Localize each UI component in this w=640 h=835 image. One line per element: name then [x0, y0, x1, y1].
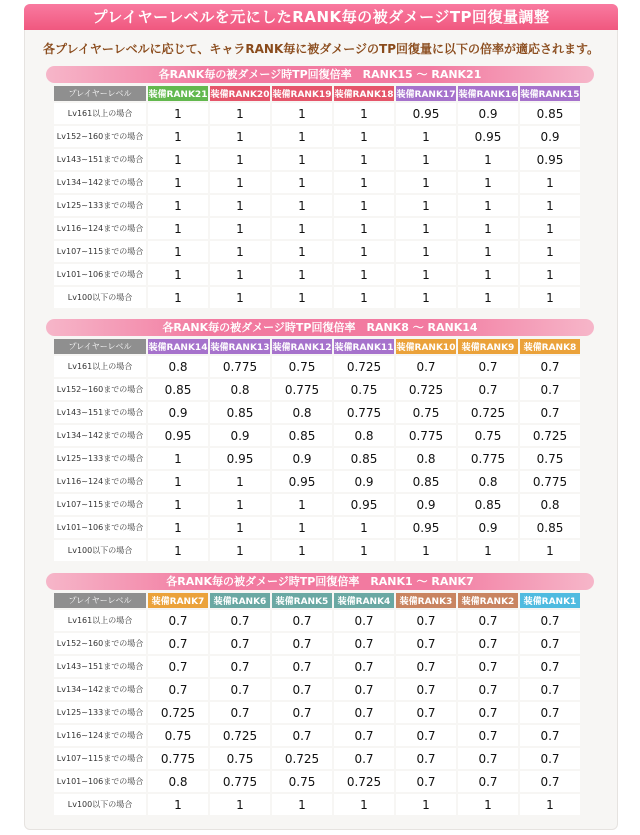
rank-column-header: 装備RANK17 [396, 86, 456, 101]
multiplier-cell: 0.7 [272, 679, 332, 700]
table-body [54, 610, 580, 815]
multiplier-cell: 1 [334, 172, 394, 193]
multiplier-cell: 1 [334, 103, 394, 124]
multiplier-cell: 0.7 [210, 656, 270, 677]
multiplier-cell: 0.9 [458, 517, 518, 538]
level-range-label: Lv100以下の場合 [54, 287, 146, 308]
multiplier-cell: 1 [148, 149, 208, 170]
multiplier-cell: 0.95 [396, 517, 456, 538]
multiplier-cell: 1 [396, 195, 456, 216]
level-range-label: Lv152~160までの場合 [54, 126, 146, 147]
multiplier-cell: 1 [396, 264, 456, 285]
multiplier-cell: 0.75 [334, 379, 394, 400]
level-range-label: Lv134~142までの場合 [54, 425, 146, 446]
multiplier-cell: 0.7 [458, 610, 518, 631]
rank-column-header: 装備RANK19 [272, 86, 332, 101]
multiplier-cell: 0.7 [396, 633, 456, 654]
multiplier-cell: 1 [458, 218, 518, 239]
multiplier-cell: 0.7 [334, 748, 394, 769]
level-range-label: Lv143~151までの場合 [54, 149, 146, 170]
rank-column-header: 装備RANK10 [396, 339, 456, 354]
multiplier-cell: 0.775 [272, 379, 332, 400]
rank-column-header: 装備RANK13 [210, 339, 270, 354]
table-row [54, 126, 580, 147]
rank-column-header: 装備RANK11 [334, 339, 394, 354]
level-range-label: Lv101~106までの場合 [54, 264, 146, 285]
table-header-row [54, 593, 580, 608]
table-body [54, 103, 580, 308]
multiplier-cell: 1 [148, 471, 208, 492]
multiplier-cell: 0.7 [272, 702, 332, 723]
multiplier-cell: 0.725 [334, 356, 394, 377]
multiplier-cell: 0.7 [520, 679, 580, 700]
multiplier-cell: 0.95 [396, 103, 456, 124]
multiplier-cell: 1 [458, 287, 518, 308]
multiplier-cell: 0.7 [272, 610, 332, 631]
multiplier-cell: 0.725 [272, 748, 332, 769]
multiplier-cell: 0.85 [520, 517, 580, 538]
rank-column-header: 装備RANK3 [396, 593, 456, 608]
multiplier-cell: 0.75 [272, 771, 332, 792]
multiplier-cell: 1 [148, 218, 208, 239]
multiplier-cell: 0.7 [520, 771, 580, 792]
multiplier-cell: 1 [148, 126, 208, 147]
multiplier-cell: 1 [520, 218, 580, 239]
multiplier-cell: 1 [210, 540, 270, 561]
table-row [54, 494, 580, 515]
multiplier-cell: 0.7 [520, 656, 580, 677]
multiplier-cell: 0.7 [458, 356, 518, 377]
rank-column-header: 装備RANK7 [148, 593, 208, 608]
level-range-label: Lv152~160までの場合 [54, 379, 146, 400]
rank-column-header: 装備RANK2 [458, 593, 518, 608]
multiplier-cell: 1 [396, 126, 456, 147]
player-level-header: プレイヤーレベル [54, 86, 146, 101]
level-range-label: Lv101~106までの場合 [54, 771, 146, 792]
rank-column-header: 装備RANK6 [210, 593, 270, 608]
rank-table-1-7 [52, 591, 582, 817]
level-range-label: Lv107~115までの場合 [54, 748, 146, 769]
multiplier-cell: 0.95 [520, 149, 580, 170]
multiplier-cell: 1 [148, 448, 208, 469]
multiplier-cell: 0.725 [396, 379, 456, 400]
multiplier-cell: 1 [210, 264, 270, 285]
multiplier-cell: 1 [272, 103, 332, 124]
multiplier-cell: 0.9 [272, 448, 332, 469]
multiplier-cell: 0.7 [458, 748, 518, 769]
table-row [54, 679, 580, 700]
multiplier-cell: 0.8 [396, 448, 456, 469]
multiplier-cell: 1 [210, 287, 270, 308]
multiplier-cell: 1 [334, 126, 394, 147]
level-range-label: Lv107~115までの場合 [54, 241, 146, 262]
multiplier-cell: 0.725 [210, 725, 270, 746]
multiplier-cell: 0.725 [520, 425, 580, 446]
table-row [54, 448, 580, 469]
level-range-label: Lv101~106までの場合 [54, 517, 146, 538]
table-row [54, 517, 580, 538]
multiplier-cell: 1 [272, 794, 332, 815]
multiplier-cell: 1 [210, 149, 270, 170]
multiplier-cell: 1 [272, 517, 332, 538]
table-row [54, 794, 580, 815]
multiplier-cell: 1 [210, 471, 270, 492]
table-header-row [54, 339, 580, 354]
level-range-label: Lv116~124までの場合 [54, 725, 146, 746]
multiplier-cell: 0.725 [148, 702, 208, 723]
multiplier-cell: 1 [334, 218, 394, 239]
multiplier-cell: 1 [520, 241, 580, 262]
multiplier-cell: 0.775 [210, 771, 270, 792]
multiplier-cell: 0.7 [520, 379, 580, 400]
multiplier-cell: 1 [272, 172, 332, 193]
multiplier-cell: 1 [396, 241, 456, 262]
multiplier-cell: 1 [334, 794, 394, 815]
multiplier-cell: 0.7 [334, 725, 394, 746]
multiplier-cell: 1 [334, 540, 394, 561]
multiplier-cell: 0.85 [520, 103, 580, 124]
multiplier-cell: 0.8 [148, 771, 208, 792]
multiplier-cell: 1 [272, 195, 332, 216]
multiplier-cell: 0.7 [396, 725, 456, 746]
multiplier-cell: 0.7 [458, 379, 518, 400]
level-range-label: Lv152~160までの場合 [54, 633, 146, 654]
multiplier-cell: 0.7 [520, 356, 580, 377]
table-row [54, 103, 580, 124]
level-range-label: Lv100以下の場合 [54, 540, 146, 561]
multiplier-cell: 1 [210, 103, 270, 124]
level-range-label: Lv143~151までの場合 [54, 402, 146, 423]
rank-column-header: 装備RANK14 [148, 339, 208, 354]
table-row [54, 218, 580, 239]
table-row [54, 241, 580, 262]
multiplier-cell: 0.7 [396, 771, 456, 792]
multiplier-cell: 1 [272, 494, 332, 515]
rank-column-header: 装備RANK12 [272, 339, 332, 354]
multiplier-cell: 0.7 [520, 633, 580, 654]
multiplier-cell: 1 [148, 517, 208, 538]
multiplier-cell: 0.775 [396, 425, 456, 446]
multiplier-cell: 0.9 [396, 494, 456, 515]
level-range-label: Lv125~133までの場合 [54, 702, 146, 723]
multiplier-cell: 0.9 [148, 402, 208, 423]
multiplier-cell: 0.7 [396, 656, 456, 677]
table-row [54, 540, 580, 561]
multiplier-cell: 0.7 [396, 748, 456, 769]
multiplier-cell: 1 [458, 241, 518, 262]
multiplier-cell: 0.7 [148, 656, 208, 677]
multiplier-cell: 0.775 [334, 402, 394, 423]
multiplier-cell: 0.7 [272, 656, 332, 677]
multiplier-cell: 1 [396, 172, 456, 193]
multiplier-cell: 0.75 [148, 725, 208, 746]
multiplier-cell: 0.85 [334, 448, 394, 469]
multiplier-cell: 0.7 [148, 633, 208, 654]
level-range-label: Lv125~133までの場合 [54, 195, 146, 216]
multiplier-cell: 1 [334, 195, 394, 216]
multiplier-cell: 1 [272, 287, 332, 308]
rank-column-header: 装備RANK15 [520, 86, 580, 101]
table-row [54, 633, 580, 654]
rank-column-header: 装備RANK18 [334, 86, 394, 101]
rank-column-header: 装備RANK4 [334, 593, 394, 608]
level-range-label: Lv161以上の場合 [54, 356, 146, 377]
table-row [54, 149, 580, 170]
level-range-label: Lv116~124までの場合 [54, 218, 146, 239]
multiplier-cell: 0.775 [148, 748, 208, 769]
multiplier-cell: 0.7 [210, 610, 270, 631]
multiplier-cell: 1 [520, 287, 580, 308]
multiplier-cell: 0.75 [272, 356, 332, 377]
multiplier-cell: 0.9 [210, 425, 270, 446]
multiplier-cell: 1 [148, 241, 208, 262]
level-range-label: Lv161以上の場合 [54, 103, 146, 124]
multiplier-cell: 1 [210, 172, 270, 193]
multiplier-cell: 1 [520, 794, 580, 815]
level-range-label: Lv125~133までの場合 [54, 448, 146, 469]
multiplier-cell: 0.7 [458, 679, 518, 700]
multiplier-cell: 1 [210, 126, 270, 147]
multiplier-cell: 0.7 [334, 633, 394, 654]
multiplier-cell: 1 [520, 540, 580, 561]
multiplier-cell: 0.7 [210, 702, 270, 723]
multiplier-cell: 1 [458, 172, 518, 193]
multiplier-cell: 0.7 [396, 702, 456, 723]
multiplier-cell: 0.7 [334, 610, 394, 631]
multiplier-cell: 1 [148, 794, 208, 815]
table-row [54, 748, 580, 769]
multiplier-cell: 0.7 [458, 771, 518, 792]
multiplier-cell: 0.85 [210, 402, 270, 423]
multiplier-cell: 1 [396, 287, 456, 308]
level-range-label: Lv116~124までの場合 [54, 471, 146, 492]
multiplier-cell: 0.75 [458, 425, 518, 446]
multiplier-cell: 0.8 [458, 471, 518, 492]
multiplier-cell: 1 [148, 103, 208, 124]
rank-column-header: 装備RANK21 [148, 86, 208, 101]
multiplier-cell: 0.7 [458, 656, 518, 677]
multiplier-cell: 0.7 [458, 725, 518, 746]
table-row [54, 610, 580, 631]
multiplier-cell: 0.95 [458, 126, 518, 147]
multiplier-cell: 0.7 [334, 656, 394, 677]
multiplier-cell: 0.85 [458, 494, 518, 515]
table-row [54, 379, 580, 400]
multiplier-cell: 0.8 [148, 356, 208, 377]
multiplier-cell: 0.7 [396, 356, 456, 377]
multiplier-cell: 0.7 [520, 702, 580, 723]
multiplier-cell: 0.7 [272, 633, 332, 654]
multiplier-cell: 1 [396, 149, 456, 170]
rank-table-15-21 [52, 84, 582, 310]
multiplier-cell: 1 [520, 172, 580, 193]
table-row [54, 172, 580, 193]
rank-column-header: 装備RANK5 [272, 593, 332, 608]
rank-column-header: 装備RANK16 [458, 86, 518, 101]
multiplier-cell: 0.7 [272, 725, 332, 746]
multiplier-cell: 0.725 [458, 402, 518, 423]
multiplier-cell: 0.85 [272, 425, 332, 446]
multiplier-cell: 0.7 [334, 679, 394, 700]
description-text: 各プレイヤーレベルに応じて、キャラRANK毎に被ダメージのTP回復量に以下の倍率が適応されます。 [42, 42, 600, 56]
section-header-rank15-21: 各RANK毎の被ダメージ時TP回復倍率 RANK15 ～ RANK21 [46, 66, 594, 83]
multiplier-cell: 1 [334, 287, 394, 308]
multiplier-cell: 1 [458, 540, 518, 561]
multiplier-cell: 0.9 [520, 126, 580, 147]
multiplier-cell: 1 [148, 540, 208, 561]
multiplier-cell: 0.775 [458, 448, 518, 469]
multiplier-cell: 1 [272, 149, 332, 170]
multiplier-cell: 0.8 [334, 425, 394, 446]
level-range-label: Lv161以上の場合 [54, 610, 146, 631]
multiplier-cell: 0.7 [458, 702, 518, 723]
multiplier-cell: 1 [210, 241, 270, 262]
multiplier-cell: 1 [334, 241, 394, 262]
player-level-header: プレイヤーレベル [54, 339, 146, 354]
multiplier-cell: 1 [272, 241, 332, 262]
multiplier-cell: 1 [334, 149, 394, 170]
rank-column-header: 装備RANK8 [520, 339, 580, 354]
rank-column-header: 装備RANK9 [458, 339, 518, 354]
rank-table-8-14 [52, 337, 582, 563]
table-row [54, 725, 580, 746]
multiplier-cell: 0.85 [396, 471, 456, 492]
level-range-label: Lv100以下の場合 [54, 794, 146, 815]
multiplier-cell: 0.95 [272, 471, 332, 492]
multiplier-cell: 1 [458, 264, 518, 285]
rank-column-header: 装備RANK1 [520, 593, 580, 608]
multiplier-cell: 1 [210, 494, 270, 515]
table-row [54, 702, 580, 723]
multiplier-cell: 0.7 [148, 679, 208, 700]
multiplier-cell: 0.7 [396, 679, 456, 700]
multiplier-cell: 1 [520, 264, 580, 285]
multiplier-cell: 0.75 [210, 748, 270, 769]
multiplier-cell: 0.7 [520, 610, 580, 631]
multiplier-cell: 0.9 [458, 103, 518, 124]
multiplier-cell: 0.95 [148, 425, 208, 446]
section-header-rank1-7: 各RANK毎の被ダメージ時TP回復倍率 RANK1 ～ RANK7 [46, 573, 594, 590]
multiplier-cell: 0.7 [520, 725, 580, 746]
player-level-header: プレイヤーレベル [54, 593, 146, 608]
multiplier-cell: 0.8 [210, 379, 270, 400]
multiplier-cell: 0.9 [334, 471, 394, 492]
multiplier-cell: 1 [396, 540, 456, 561]
table-header-row [54, 86, 580, 101]
multiplier-cell: 0.7 [520, 748, 580, 769]
multiplier-cell: 1 [520, 195, 580, 216]
multiplier-cell: 0.725 [334, 771, 394, 792]
multiplier-cell: 0.8 [272, 402, 332, 423]
page-title: プレイヤーレベルを元にしたRANK毎の被ダメージTP回復量調整 [24, 4, 618, 30]
multiplier-cell: 1 [148, 195, 208, 216]
multiplier-cell: 1 [148, 287, 208, 308]
multiplier-cell: 1 [458, 794, 518, 815]
table-row [54, 471, 580, 492]
multiplier-cell: 0.85 [148, 379, 208, 400]
multiplier-cell: 0.7 [210, 679, 270, 700]
multiplier-cell: 1 [272, 540, 332, 561]
multiplier-cell: 0.95 [334, 494, 394, 515]
multiplier-cell: 1 [272, 264, 332, 285]
table-row [54, 771, 580, 792]
table-row [54, 656, 580, 677]
multiplier-cell: 1 [148, 494, 208, 515]
multiplier-cell: 0.7 [334, 702, 394, 723]
table-row [54, 402, 580, 423]
table-row [54, 287, 580, 308]
multiplier-cell: 0.75 [520, 448, 580, 469]
level-range-label: Lv134~142までの場合 [54, 172, 146, 193]
multiplier-cell: 1 [210, 195, 270, 216]
table-row [54, 195, 580, 216]
level-range-label: Lv143~151までの場合 [54, 656, 146, 677]
multiplier-cell: 1 [396, 218, 456, 239]
multiplier-cell: 1 [396, 794, 456, 815]
multiplier-cell: 0.775 [210, 356, 270, 377]
multiplier-cell: 0.75 [396, 402, 456, 423]
multiplier-cell: 0.7 [458, 633, 518, 654]
level-range-label: Lv107~115までの場合 [54, 494, 146, 515]
multiplier-cell: 0.8 [520, 494, 580, 515]
multiplier-cell: 1 [334, 517, 394, 538]
table-row [54, 356, 580, 377]
table-row [54, 264, 580, 285]
level-range-label: Lv134~142までの場合 [54, 679, 146, 700]
multiplier-cell: 1 [272, 218, 332, 239]
section-header-rank8-14: 各RANK毎の被ダメージ時TP回復倍率 RANK8 ～ RANK14 [46, 319, 594, 336]
multiplier-cell: 0.7 [148, 610, 208, 631]
rank-column-header: 装備RANK20 [210, 86, 270, 101]
multiplier-cell: 0.95 [210, 448, 270, 469]
multiplier-cell: 1 [458, 149, 518, 170]
multiplier-cell: 1 [210, 794, 270, 815]
multiplier-cell: 0.7 [396, 610, 456, 631]
multiplier-cell: 1 [458, 195, 518, 216]
multiplier-cell: 1 [210, 218, 270, 239]
multiplier-cell: 1 [210, 517, 270, 538]
multiplier-cell: 0.7 [210, 633, 270, 654]
multiplier-cell: 1 [334, 264, 394, 285]
multiplier-cell: 1 [272, 126, 332, 147]
multiplier-cell: 1 [148, 264, 208, 285]
multiplier-cell: 0.7 [520, 402, 580, 423]
table-body [54, 356, 580, 561]
multiplier-cell: 1 [148, 172, 208, 193]
table-row [54, 425, 580, 446]
multiplier-cell: 0.775 [520, 471, 580, 492]
